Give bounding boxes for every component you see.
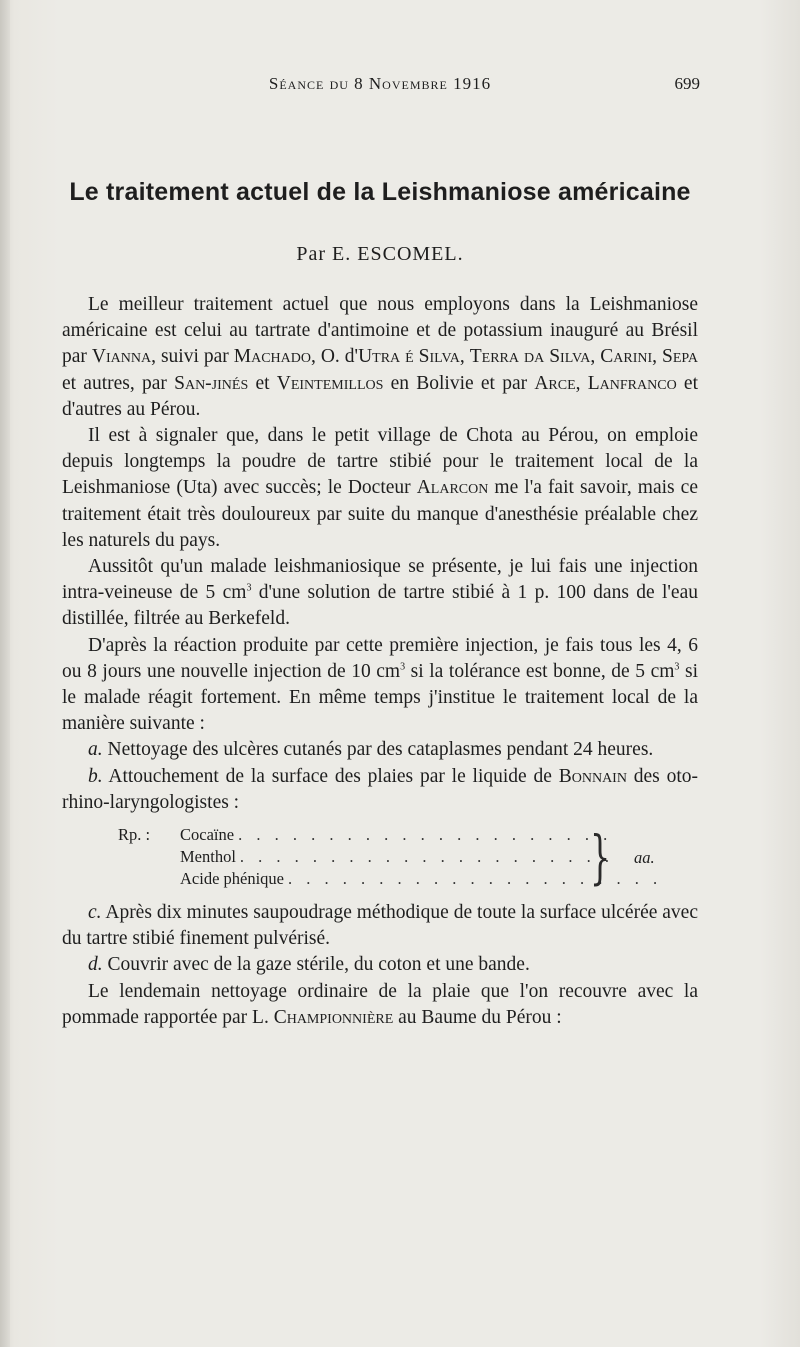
running-head xyxy=(60,74,700,98)
author-name: Sepa xyxy=(662,346,699,368)
item-letter: d. xyxy=(88,954,103,976)
right-brace-icon: } xyxy=(590,823,611,892)
article-title: Le traitement actuel de la Leishmaniose américaine xyxy=(69,178,691,206)
prescription-quantity: aa. xyxy=(634,848,655,868)
prescription-block xyxy=(62,824,698,894)
book-gutter-shadow xyxy=(0,0,10,1347)
item-letter: c. xyxy=(88,902,102,924)
author-name: Veintemillos xyxy=(276,372,384,394)
author-name: San-jinés xyxy=(174,372,249,394)
paragraph-5: Le lendemain nettoyage ordinaire de la plaie que l'on recouvre avec la pommade rapportée par L. Championnière au Baume du Pérou : xyxy=(62,980,698,1028)
paragraph-4: D'après la réaction produite par cette première injection, je fais tous les 4, 6 ou 8 jours une nouvelle injection de 10 $cm^3$ si la tolérance est bonne, de 5 $cm^3$ si le malade réagit fortement. En même temps j'institue le traitement local de la manière suivante : xyxy=(62,634,698,735)
ingredient-line: Menthol . . . . . . . . . . . . . . . . . . . . . xyxy=(180,847,615,867)
list-item-d: d. Couvrir avec de la gaze stérile, du coton et une bande. xyxy=(88,954,530,976)
paragraph-3: Aussitôt qu'un malade leishmaniosique se présente, je lui fais une injection intra-veineuse de 5 $cm^3$ d'une solution de tartre stibié à 1 p. 100 dans de l'eau distillée, filtrée au Berkefeld. xyxy=(62,556,698,630)
prescription-label: Rp. : xyxy=(118,825,151,845)
byline: Par E. ESCOMEL. xyxy=(296,243,464,265)
item-letter: a. xyxy=(88,739,103,761)
paragraph-1: Le meilleur traitement actuel que nous employons dans la Leishmaniose américaine est celui au tartrate d'antimoine et de potassium inauguré au Brésil par Vianna, suivi par Machado, O. d'Utra é Silva, Terra da Silva, Carini, Sepa et autres, par San-jinés et Veintemillos en Bolivie et par Arce, Lanfranco et d'autres au Pérou. xyxy=(62,294,699,420)
running-title: Séance du 8 Novembre 1916 xyxy=(268,74,492,93)
item-letter: b. xyxy=(88,765,103,787)
list-item-c: c. Après dix minutes saupoudrage méthodique de toute la surface ulcérée avec du tartre stibié finement pulvérisé. xyxy=(62,902,698,950)
author-name: Carini xyxy=(600,346,653,368)
paragraph-2: Il est à signaler que, dans le petit village de Chota au Pérou, on emploie depuis longtemps la poudre de tartre stibié pour le traitement local de la Leishmaniose (Uta) avec succès; le Docteur Alarcon me l'a fait savoir, mais ce traitement était très douloureux par suite du manque d'anesthésie préalable chez les naturels du pays. xyxy=(62,425,698,551)
ingredient-line: Cocaïne . . . . . . . . . . . . . . . . . . . . . xyxy=(180,825,613,845)
author-name: Arce xyxy=(534,372,576,394)
list-item-b: b. Attouchement de la surface des plaies par le liquide de Bonnain des oto-rhino-laryngologistes : xyxy=(62,765,698,813)
page-number: 699 xyxy=(674,74,700,93)
author-name: Machado xyxy=(233,346,311,368)
article-body xyxy=(62,292,698,1031)
author-name: Championnière xyxy=(273,1006,394,1028)
ingredient-line: Acide phénique . . . . . . . . . . . . . . . . . . . . . xyxy=(180,869,663,889)
author-name: Utra é Silva xyxy=(358,346,460,368)
author-name: Bonnain xyxy=(558,765,627,787)
list-item-a: a. Nettoyage des ulcères cutanés par des cataplasmes pendant 24 heures. xyxy=(88,739,654,761)
author-name: Vianna xyxy=(91,346,152,368)
author-name: Alarcon xyxy=(416,477,489,499)
author-name: Terra da Silva xyxy=(469,346,591,368)
author-name: Lanfranco xyxy=(587,372,677,394)
